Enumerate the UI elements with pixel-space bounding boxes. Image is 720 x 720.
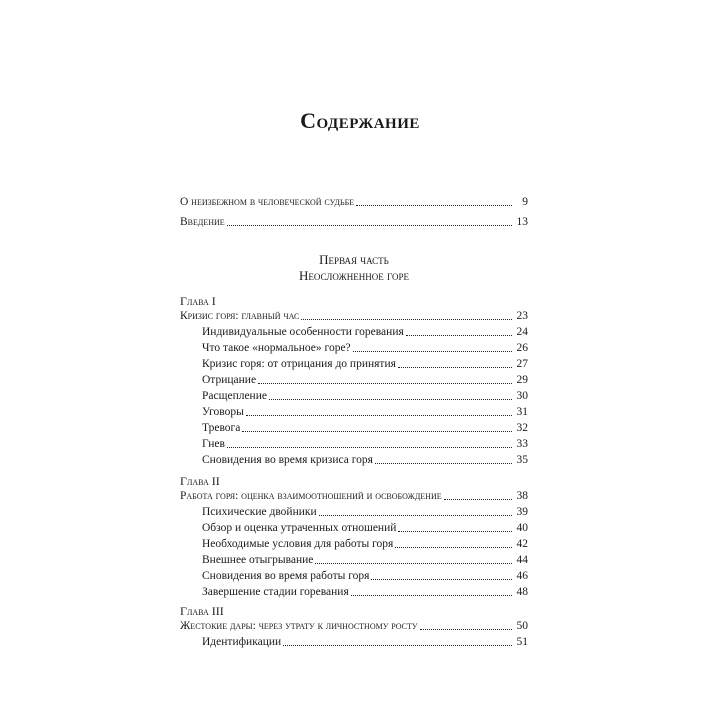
toc-page-number: 31 [516, 406, 528, 418]
toc-entry-label: Жестокие дары: через утрату к личностному росту [180, 620, 418, 632]
toc-entry-label: О неизбежном в человеческой судьбе [180, 196, 355, 208]
toc-entry[interactable] [202, 452, 528, 468]
toc-page-number: 13 [516, 216, 528, 228]
page-title: Содержание [300, 108, 420, 133]
toc-page-number: 46 [516, 570, 528, 582]
toc-entry[interactable] [202, 520, 528, 536]
toc-entry-label: Уговоры [202, 406, 244, 418]
chapter-heading: Глава I [180, 294, 216, 308]
toc-page-number: 23 [516, 310, 528, 322]
toc-page-number: 40 [516, 522, 528, 534]
toc-entry[interactable] [202, 552, 528, 568]
dot-leader [242, 431, 512, 432]
toc-entry[interactable] [202, 404, 528, 420]
dot-leader [395, 547, 512, 548]
toc-entry[interactable] [202, 584, 528, 600]
chapter-heading: Глава III [180, 604, 224, 618]
toc-entry[interactable] [202, 504, 528, 520]
dot-leader [444, 499, 512, 500]
toc-page-number: 38 [516, 490, 528, 502]
toc-entry-label: Расщепление [202, 390, 267, 402]
dot-leader [227, 447, 512, 448]
toc-page-number: 32 [516, 422, 528, 434]
toc-entry[interactable] [202, 388, 528, 404]
toc-entry-label: Необходимые условия для работы горя [202, 538, 394, 550]
dot-leader [258, 383, 512, 384]
dot-leader [283, 645, 512, 646]
toc-page-number: 39 [516, 506, 528, 518]
toc-page-number: 27 [516, 358, 528, 370]
toc-entry[interactable] [202, 324, 528, 340]
toc-entry[interactable] [202, 634, 528, 650]
toc-page-number: 50 [516, 620, 528, 632]
toc-entry-label: Психические двойники [202, 506, 317, 518]
toc-entry-label: Введение [180, 216, 225, 228]
dot-leader [353, 351, 512, 352]
chapter-heading: Глава II [180, 474, 220, 488]
toc-entry[interactable] [202, 568, 528, 584]
toc-page-number: 9 [522, 196, 528, 208]
dot-leader [351, 595, 512, 596]
toc-entry[interactable] [202, 420, 528, 436]
toc-chapter-title[interactable] [180, 308, 528, 324]
toc-page-number: 35 [516, 454, 528, 466]
toc-entry-label: Отрицание [202, 374, 257, 386]
toc-entry-label: Внешнее отыгрывание [202, 554, 314, 566]
part-label: Первая часть [319, 252, 389, 267]
toc-chapter-title[interactable] [180, 618, 528, 634]
toc-page-number: 29 [516, 374, 528, 386]
toc-entry-label: Кризис горя: от отрицания до принятия [202, 358, 396, 370]
dot-leader [398, 531, 512, 532]
toc-page-number: 24 [516, 326, 528, 338]
dot-leader [406, 335, 512, 336]
toc-entry-label: Идентификации [202, 636, 282, 648]
dot-leader [269, 399, 512, 400]
toc-entry-label: Гнев [202, 438, 225, 450]
part-title: Неосложненное горе [299, 268, 409, 283]
toc-entry[interactable] [202, 356, 528, 372]
dot-leader [315, 563, 512, 564]
table-of-contents [180, 0, 528, 720]
toc-page-number: 30 [516, 390, 528, 402]
dot-leader [356, 205, 512, 206]
toc-entry-label: Кризис горя: главный час [180, 310, 300, 322]
toc-entry-label: Завершение стадии горевания [202, 586, 349, 598]
dot-leader [246, 415, 512, 416]
toc-entry[interactable] [202, 372, 528, 388]
toc-entry[interactable] [202, 436, 528, 452]
toc-page-number: 33 [516, 438, 528, 450]
toc-entry-label: Тревога [202, 422, 241, 434]
toc-entry[interactable] [202, 536, 528, 552]
toc-entry-label: Сновидения во время кризиса горя [202, 454, 373, 466]
toc-entry-label: Работа горя: оценка взаимоотношений и освобождение [180, 490, 442, 502]
dot-leader [420, 629, 512, 630]
dot-leader [398, 367, 512, 368]
dot-leader [227, 225, 512, 226]
toc-entry-label: Сновидения во время работы горя [202, 570, 370, 582]
toc-entry-label: Что такое «нормальное» горе? [202, 342, 351, 354]
toc-entry-label: Обзор и оценка утраченных отношений [202, 522, 397, 534]
dot-leader [371, 579, 512, 580]
dot-leader [319, 515, 512, 516]
toc-entry[interactable] [202, 340, 528, 356]
toc-page-number: 48 [516, 586, 528, 598]
toc-page-number: 44 [516, 554, 528, 566]
toc-entry-label: Индивидуальные особенности горевания [202, 326, 404, 338]
toc-page-number: 26 [516, 342, 528, 354]
toc-page-number: 51 [516, 636, 528, 648]
toc-chapter-title[interactable] [180, 488, 528, 504]
dot-leader [301, 319, 512, 320]
toc-page-number: 42 [516, 538, 528, 550]
dot-leader [375, 463, 512, 464]
toc-entry-intro[interactable] [180, 194, 528, 210]
toc-entry-introduction[interactable] [180, 214, 528, 230]
